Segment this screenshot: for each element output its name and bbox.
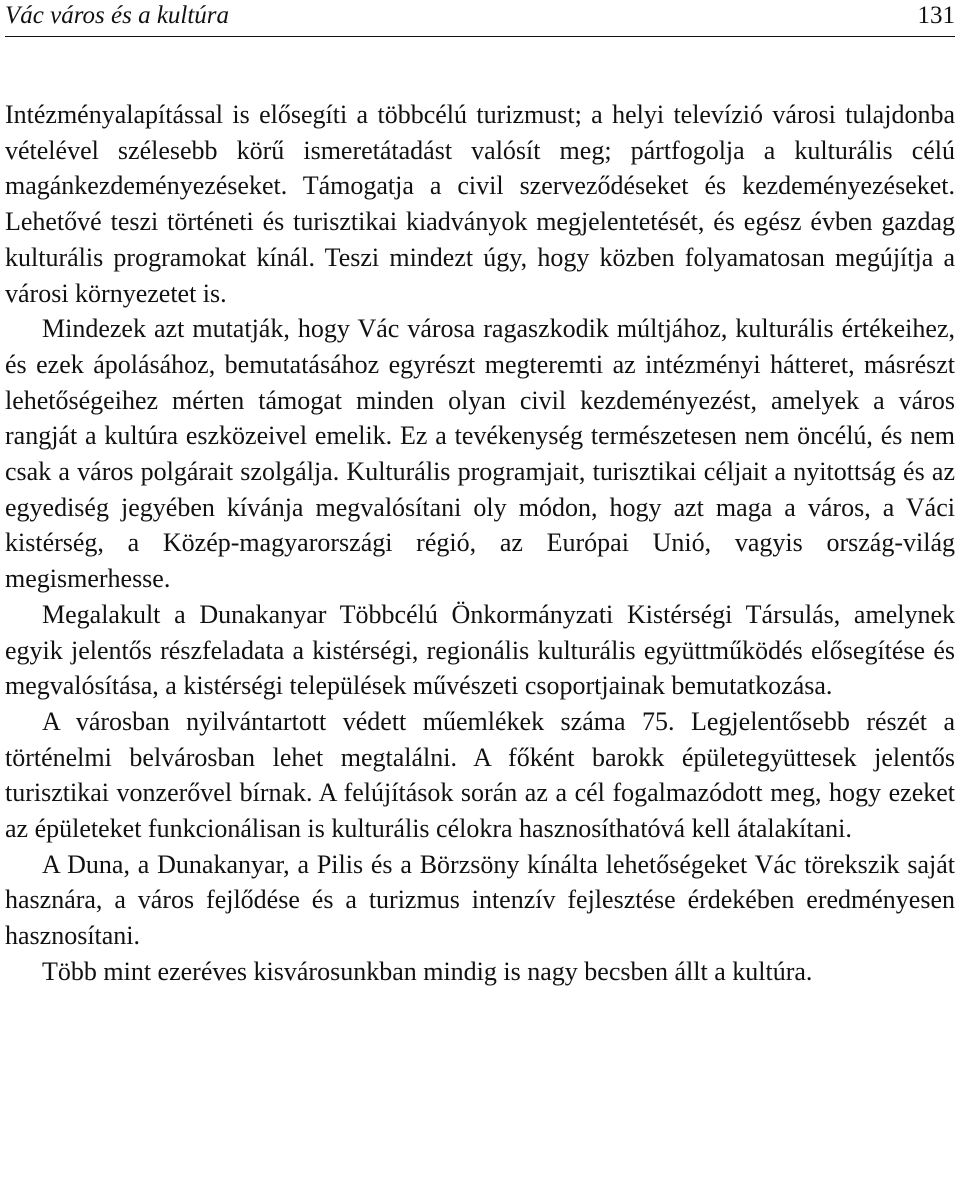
paragraph-6: Több mint ezeréves kisvárosunkban mindig is nagy becsben állt a kultúra. bbox=[42, 956, 813, 986]
paragraph-1: Intézményalapítással is elősegíti a többcélú turizmust; a helyi televízió városi tulajdonba vételével szélesebb körű ismeretátadást valósít meg; pártfogolja a kulturális célú magánkezdeményezéseket. Támogatja a civil szerveződéseket és kezdeményezéseket. Lehetővé teszi történeti és turisztikai kiadványok megjelentetését, és egész évben gazdag kulturális programokat kínál. Teszi mindezt úgy, hogy közben folyamatosan megújítja a városi környezetet is. bbox=[5, 100, 955, 308]
paragraph-5: A Duna, a Dunakanyar, a Pilis és a Börzsöny kínálta lehetőségeket Vác törekszik saját hasznára, a város fejlődése és a turizmus intenzív fejlesztése érdekében eredményesen hasznosítani. bbox=[5, 849, 955, 951]
paragraph-4: A városban nyilvántartott védett műemlékek száma 75. Legjelentősebb részét a történelmi belvárosban lehet megtalálni. A főként barokk épületegyüttesek jelentős turisztikai vonzerővel bírnak. A felújítások során az a cél fogalmazódott meg, hogy ezeket az épületeket funkcionálisan is kulturális célokra hasznosíthatóvá kell átalakítani. bbox=[5, 706, 955, 844]
running-header bbox=[5, 0, 955, 37]
running-title: Vác város és a kultúra bbox=[5, 2, 230, 29]
paragraph-2: Mindezek azt mutatják, hogy Vác városa ragaszkodik múltjához, kulturális értékeihez, és ezek ápolásához, bemutatásához egyrészt megteremti az intézményi hátteret, másrészt lehetőségeihez mérten támogat minden olyan civil kezdeményezést, amelyek a város rangját a kultúra eszközeivel emelik. Ez a tevékenység természetesen nem öncélú, és nem csak a város polgárait szolgálja. Kulturális programjait, turisztikai céljait a nyitottság és az egyediség jegyében kívánja megvalósítani oly módon, hogy azt maga a város, a Váci kistérség, a Közép-magyarországi régió, az Európai Unió, vagyis ország-világ megismerhesse. bbox=[5, 314, 955, 594]
body-text bbox=[5, 97, 955, 990]
page-number: 131 bbox=[917, 2, 955, 29]
document-page bbox=[5, 0, 955, 1203]
paragraph-3: Megalakult a Dunakanyar Többcélú Önkormányzati Kistérségi Társulás, amelynek egyik jelentős részfeladata a kistérségi, regionális kulturális együttműködés elősegítése és megvalósítása, a kistérségi települések művészeti csoportjainak bemutatkozása. bbox=[5, 599, 955, 701]
